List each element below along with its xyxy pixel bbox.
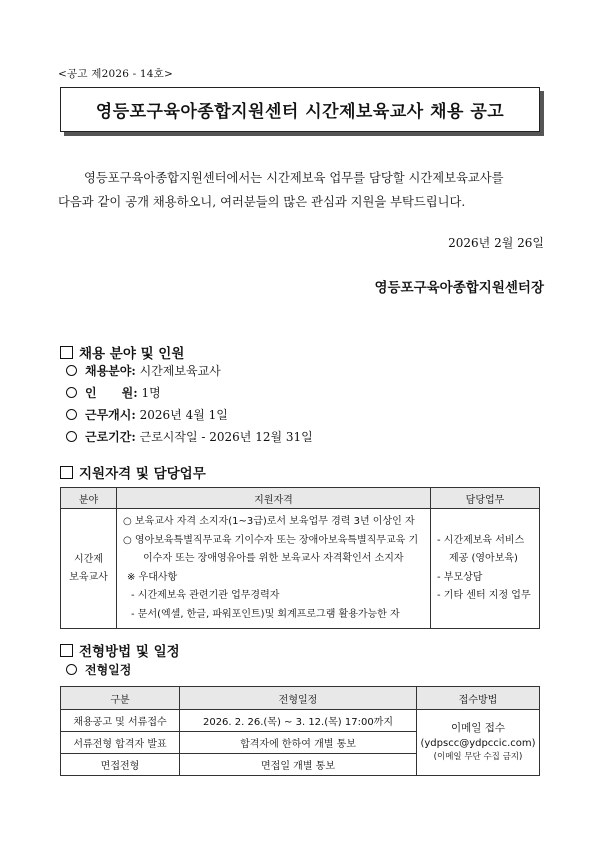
requirements-cell <box>117 509 431 629</box>
stage-cell: 서류전형 합격자 발표 <box>61 732 180 754</box>
duty-item: - 시간제보육 서비스 제공 (영아보육) <box>437 534 525 564</box>
section-qualification-heading: 지원자격 및 담당업무 <box>60 462 206 482</box>
stage-cell: 면접전형 <box>61 754 180 776</box>
intro-line-2: 다음과 같이 공개 채용하오니, 여러분들의 많은 관심과 지원을 부탁드립니다. <box>58 195 466 209</box>
item-start-date: 근무개시: 2026년 4월 1일 <box>66 406 228 423</box>
field-cell: 시간제 보육교사 <box>61 509 117 629</box>
item-field: 채용분야: 시간제보육교사 <box>66 362 221 379</box>
intro-line-1: 영등포구육아종합지원센터에서는 시간제보육 업무를 담당할 시간제보육교사를 <box>84 171 504 185</box>
header-requirements: 지원자격 <box>117 488 431 509</box>
intro-paragraph <box>58 166 546 214</box>
stage-cell: 채용공고 및 서류접수 <box>61 710 180 732</box>
duties-cell <box>431 509 540 629</box>
notice-number: <공고 제2026 - 14호> <box>58 68 174 80</box>
duty-item: - 부모상담 <box>437 571 483 583</box>
circle-bullet-icon <box>66 365 77 376</box>
item-headcount: 인 원: 1명 <box>66 384 161 401</box>
section-recruitment-heading: 채용 분야 및 인원 <box>60 342 184 362</box>
requirement-item: ○ 영아보육특별직무교육 기이수자 또는 장애아보육특별직무교육 기이수자 또는 장애영유아를 위한 보육교사 자격확인서 소지자 <box>123 534 419 564</box>
checkbox-square-icon <box>60 466 73 479</box>
circle-bullet-icon <box>66 431 77 442</box>
schedule-cell: 면접일 개별 통보 <box>180 754 417 776</box>
checkbox-square-icon <box>60 644 73 657</box>
header-method: 접수방법 <box>417 687 540 710</box>
checkbox-square-icon <box>60 346 73 359</box>
preference-item: - 시간제보육 관련기관 업무경력자 <box>131 590 280 601</box>
qualification-table <box>60 487 540 629</box>
schedule-table <box>60 686 540 776</box>
circle-bullet-icon <box>66 409 77 420</box>
page-title: 영등포구육아종합지원센터 시간제보육교사 채용 공고 <box>60 87 540 132</box>
circle-bullet-icon <box>66 664 77 675</box>
section-selection-heading: 전형방법 및 일정 <box>60 640 180 660</box>
schedule-cell: 합격자에 한하여 개별 통보 <box>180 732 417 754</box>
preference-item: - 문서(엑셀, 한글, 파워포인트)및 회계프로그램 활용가능한 자 <box>131 608 400 620</box>
header-schedule: 전형일정 <box>180 687 417 710</box>
signature: 영등포구육아종합지원센터장 <box>374 280 544 296</box>
header-stage: 구분 <box>61 687 180 710</box>
announcement-date: 2026년 2월 26일 <box>448 236 544 250</box>
circle-bullet-icon <box>66 387 77 398</box>
sub-heading-schedule: 전형일정 <box>66 661 131 678</box>
schedule-cell: 2026. 2. 26.(목) ~ 3. 12.(목) 17:00까지 <box>180 710 417 732</box>
requirement-item: ○ 보육교사 자격 소지자(1~3급)로서 보육업무 경력 3년 이상인 자 <box>123 516 415 527</box>
duty-item: - 기타 센터 지정 업무 <box>437 590 531 601</box>
item-work-period: 근로기간: 근로시작일 - 2026년 12월 31일 <box>66 428 313 445</box>
header-duties: 담당업무 <box>431 488 540 509</box>
method-cell: 이메일 접수 (ydpscc@ydpccic.com) (이메일 무단 수집 금지) <box>417 710 540 776</box>
preference-note: ※ 우대사항 <box>127 571 178 583</box>
header-field: 분야 <box>61 488 117 509</box>
